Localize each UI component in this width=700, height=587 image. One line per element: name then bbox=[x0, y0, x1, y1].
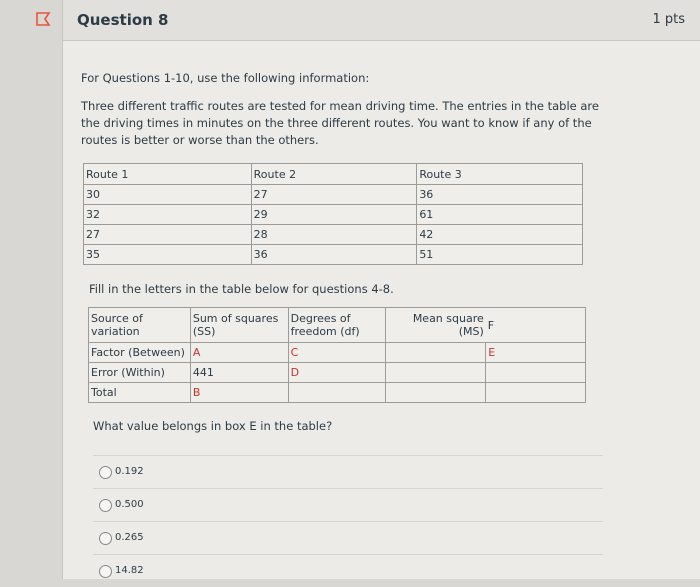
table-row bbox=[84, 185, 583, 205]
route-cell: 35 bbox=[84, 245, 252, 265]
intro-text: For Questions 1-10, use the following information: bbox=[81, 71, 370, 85]
question-prompt: What value belongs in box E in the table? bbox=[93, 419, 333, 433]
answer-label: 0.192 bbox=[115, 466, 144, 477]
anova-cell: A bbox=[190, 343, 288, 363]
anova-cell: E bbox=[486, 343, 586, 363]
radio-button[interactable] bbox=[99, 499, 112, 512]
anova-table bbox=[88, 307, 586, 403]
table-row bbox=[84, 245, 583, 265]
table-row bbox=[84, 205, 583, 225]
radio-button[interactable] bbox=[99, 565, 112, 578]
anova-cell: B bbox=[190, 383, 288, 403]
question-title: Question 8 bbox=[77, 11, 169, 29]
anova-header: Sum of squares (SS) bbox=[190, 308, 288, 343]
route-cell: 27 bbox=[251, 185, 417, 205]
answer-option[interactable] bbox=[93, 554, 603, 587]
route-cell: 42 bbox=[417, 225, 583, 245]
answer-option[interactable] bbox=[93, 521, 603, 554]
route-cell: 29 bbox=[251, 205, 417, 225]
route-header: Route 2 bbox=[251, 164, 417, 185]
flag-icon[interactable] bbox=[34, 10, 52, 28]
anova-header: F bbox=[486, 308, 586, 343]
anova-header: Mean square (MS) bbox=[386, 308, 486, 343]
anova-cell bbox=[486, 363, 586, 383]
answer-option[interactable] bbox=[93, 455, 603, 488]
answer-option[interactable] bbox=[93, 488, 603, 521]
table-row bbox=[89, 363, 586, 383]
description-text: Three different traffic routes are tested for mean driving time. The entries in the table are the driving times in minutes on the three different routes. You want to know if any of the routes is better or worse than the others. bbox=[81, 99, 599, 147]
route-header: Route 3 bbox=[417, 164, 583, 185]
route-cell: 51 bbox=[417, 245, 583, 265]
answer-label: 0.500 bbox=[115, 499, 144, 510]
answer-label: 0.265 bbox=[115, 532, 144, 543]
anova-header: Degrees of freedom (df) bbox=[288, 308, 386, 343]
fill-instruction: Fill in the letters in the table below for questions 4-8. bbox=[89, 282, 394, 296]
routes-table bbox=[83, 163, 583, 265]
table-row bbox=[89, 383, 586, 403]
question-points: 1 pts bbox=[652, 12, 685, 27]
question-card bbox=[62, 0, 700, 579]
route-header: Route 1 bbox=[84, 164, 252, 185]
table-row bbox=[89, 343, 586, 363]
table-row bbox=[84, 225, 583, 245]
anova-cell: D bbox=[288, 363, 386, 383]
table-row bbox=[84, 164, 583, 185]
answer-list bbox=[93, 455, 603, 587]
route-cell: 32 bbox=[84, 205, 252, 225]
table-row bbox=[89, 308, 586, 343]
question-header bbox=[63, 0, 700, 41]
anova-cell: 441 bbox=[190, 363, 288, 383]
radio-button[interactable] bbox=[99, 466, 112, 479]
answer-label: 14.82 bbox=[115, 565, 144, 576]
route-cell: 36 bbox=[417, 185, 583, 205]
anova-cell: Total bbox=[89, 383, 191, 403]
anova-cell bbox=[386, 343, 486, 363]
radio-button[interactable] bbox=[99, 532, 112, 545]
route-cell: 36 bbox=[251, 245, 417, 265]
anova-header: Source of variation bbox=[89, 308, 191, 343]
anova-cell bbox=[386, 363, 486, 383]
anova-cell bbox=[486, 383, 586, 403]
route-cell: 28 bbox=[251, 225, 417, 245]
anova-cell bbox=[386, 383, 486, 403]
anova-cell bbox=[288, 383, 386, 403]
route-cell: 30 bbox=[84, 185, 252, 205]
anova-cell: Error (Within) bbox=[89, 363, 191, 383]
anova-cell: Factor (Between) bbox=[89, 343, 191, 363]
route-cell: 61 bbox=[417, 205, 583, 225]
anova-cell: C bbox=[288, 343, 386, 363]
route-cell: 27 bbox=[84, 225, 252, 245]
